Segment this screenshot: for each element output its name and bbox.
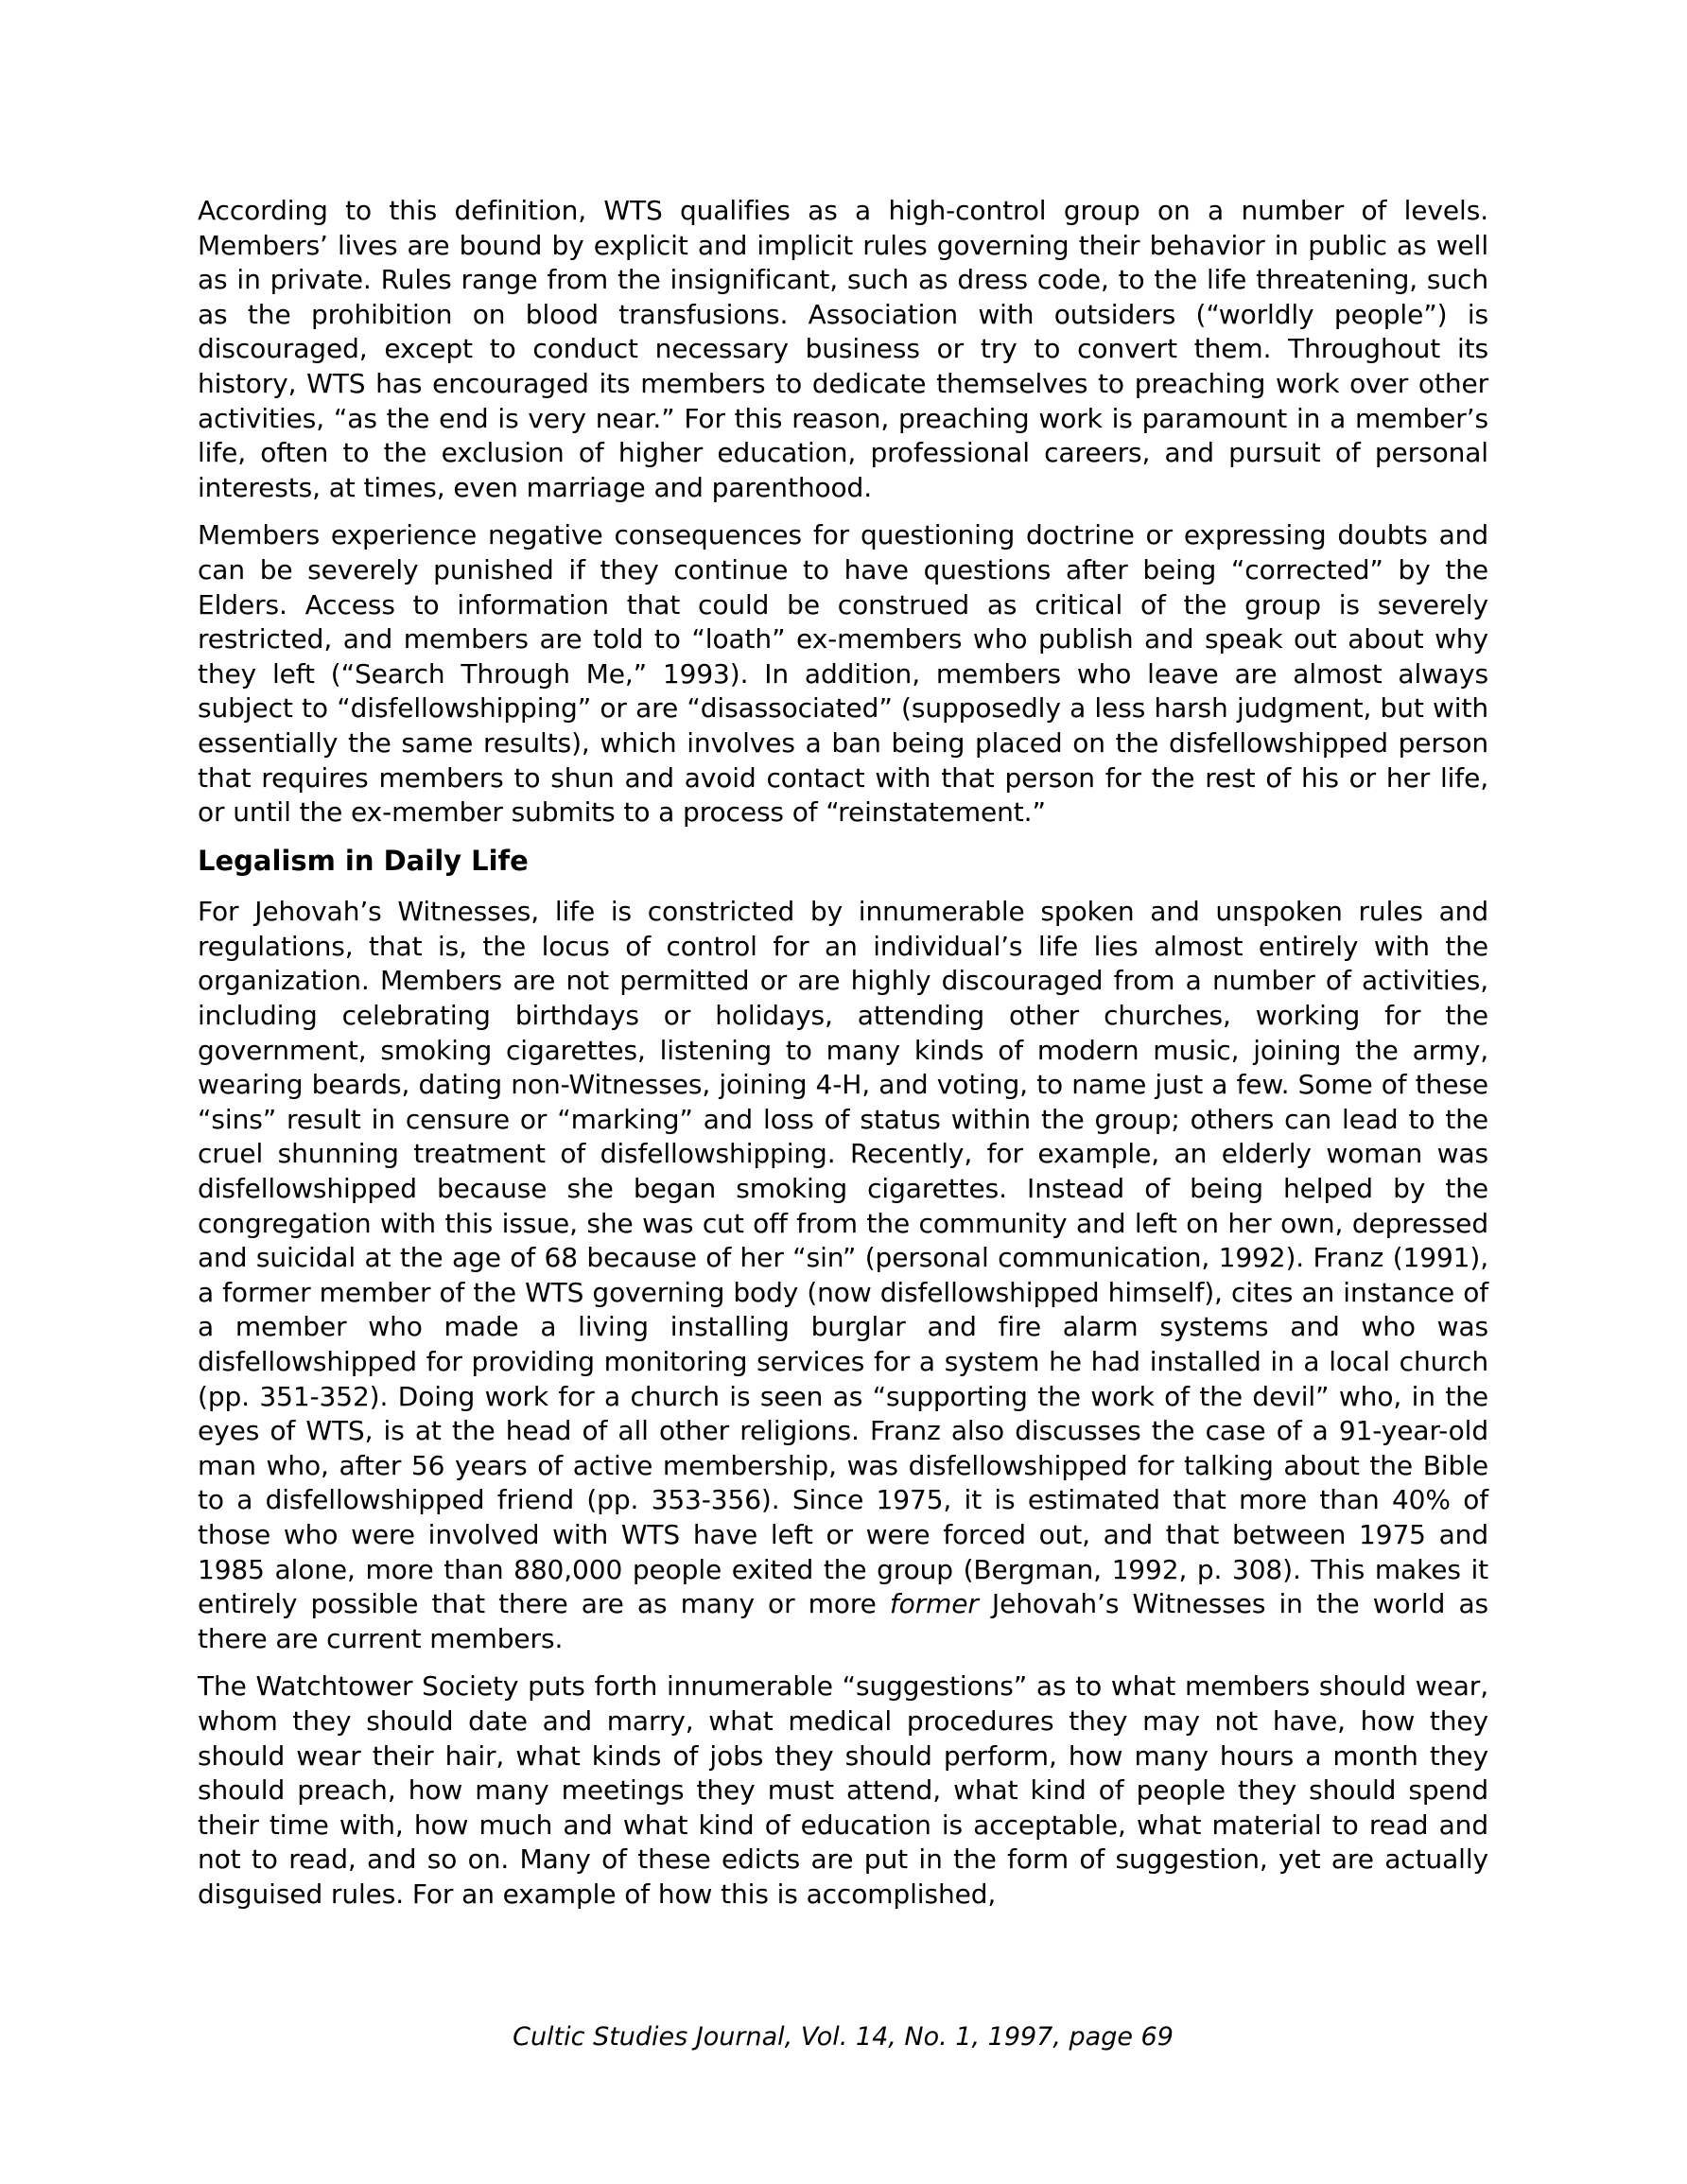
paragraph-watchtower-suggestions: The Watchtower Society puts forth innumerable “suggestions” as to what members should wear, whom they should date and marry, what medical procedures they may not have, how they should wear their hair, what kinds of jobs they should perform, how many hours a month they should preach, how many meetings they must attend, what kind of people they should spend their time with, how much and what kind of education is acceptable, what material to read and not to read, and so on. Many of these edicts are put in the form of suggestion, yet are actually disguised rules. For an example of how this is accomplished, bbox=[198, 1670, 1488, 1910]
emphasized-word-former: former bbox=[889, 1588, 979, 1620]
paragraph-negative-consequences: Members experience negative consequences for questioning doctrine or expressing doubts and can be severely punished if they continue to have questions after being “corrected” by the Elders. Access to information that could be construed as critical of the group is severely restricted, and members are told to “loath” ex-members who publish and speak out about why they left (“Search Through Me,” 1993). In addition, members who leave are almost always subject to “disfellowshipping” or are “disassociated” (supposedly a less harsh judgment, but with essentially the same results), which involves a ban being placed on the disfellowshipped person that requires members to shun and avoid contact with that person for the rest of his or her life, or until the ex-member submits to a process of “reinstatement.” bbox=[198, 519, 1488, 829]
paragraph-legalism-text-before: For Jehovah’s Witnesses, life is constricted by innumerable spoken and unspoken rules and regulations, that is, the locus of control for an individual’s life lies almost entirely with the organization. Members are not permitted or are highly discouraged from a number of activities, including celebrating birthdays or holidays, attending other churches, working for the government, smoking cigarettes, listening to many kinds of modern music, joining the army, wearing beards, dating non-Witnesses, joining 4-H, and voting, to name just a few. Some of these “sins” result in censure or “marking” and loss of status within the group; others can lead to the cruel shunning treatment of disfellowshipping. Recently, for example, an elderly woman was disfellowshipped because she began smoking cigarettes. Instead of being helped by the congregation with this issue, she was cut off from the community and left on her own, depressed and suicidal at the age of 68 because of her “sin” (personal communication, 1992). Franz (1991), a former member of the WTS governing body (now disfellowshipped himself), cites an instance of a member who made a living installing burglar and fire alarm systems and who was disfellowshipped for providing monitoring services for a system he had installed in a local church (pp. 351-352). Doing work for a church is seen as “supporting the work of the devil” who, in the eyes of WTS, is at the head of all other religions. Franz also discusses the case of a 91-year-old man who, after 56 years of active membership, was disfellowshipped for talking about the Bible to a disfellowshipped friend (pp. 353-356). Since 1975, it is estimated that more than 40% of those who were involved with WTS have left or were forced out, and that between 1975 and 1985 alone, more than 880,000 people exited the group (Bergman, 1992, p. 308). This makes it entirely possible that there are as many or more bbox=[198, 896, 1488, 1620]
section-heading-legalism: Legalism in Daily Life bbox=[198, 844, 529, 877]
paragraph-legalism-text-after: Jehovah’s Witnesses in the world as there are current members. bbox=[198, 1588, 1488, 1654]
paragraph-definition-high-control: According to this definition, WTS qualifies as a high-control group on a number of levels. Members’ lives are bound by explicit and implicit rules governing their behavior in public as well as in private. Rules range from the insignificant, such as dress code, to the life threatening, such as the prohibition on blood transfusions. Association with outsiders (“worldly people”) is discouraged, except to conduct necessary business or try to convert them. Throughout its history, WTS has encouraged its members to dedicate themselves to preaching work over other activities, “as the end is very near.” For this reason, preaching work is paramount in a member’s life, often to the exclusion of higher education, professional careers, and pursuit of personal interests, at times, even marriage and parenthood. bbox=[198, 195, 1488, 503]
paragraph-legalism-daily-life bbox=[198, 895, 1488, 1656]
article-body bbox=[198, 194, 1488, 1926]
journal-footer-citation: Cultic Studies Journal, Vol. 14, No. 1, 1997, page 69 bbox=[513, 2022, 1174, 2052]
